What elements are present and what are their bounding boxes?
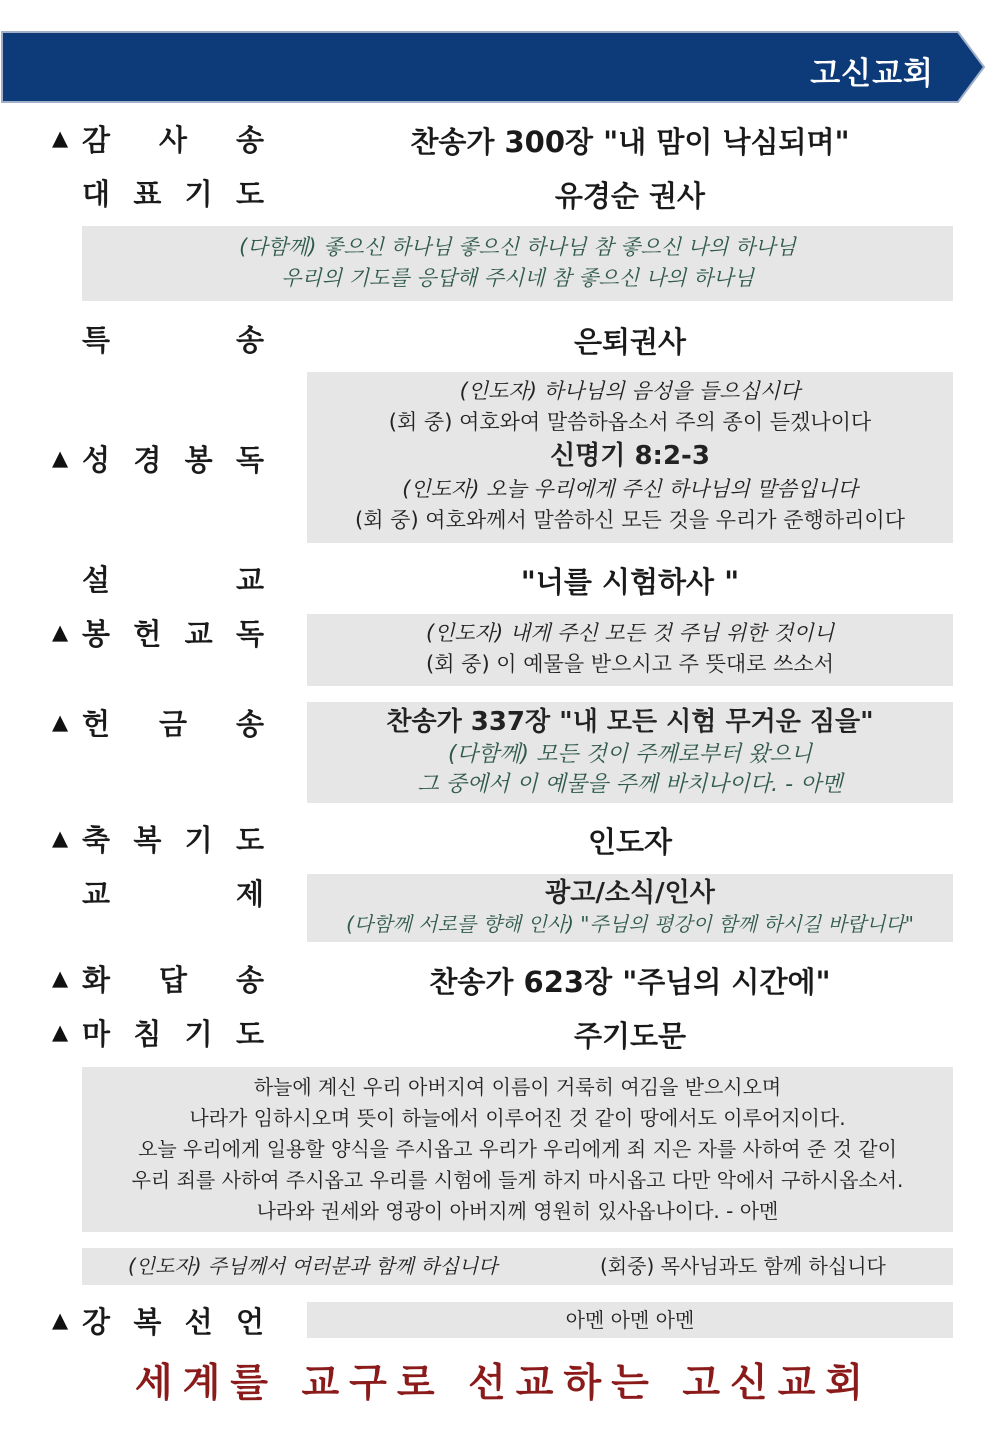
hymn-title: 찬송가 337장 "내 모든 시험 무거운 짐을" xyxy=(386,707,874,737)
response-line: (다함께) 좋으신 하나님 좋으신 하나님 참 좋으신 나의 하나님 xyxy=(239,235,796,259)
amen-box xyxy=(307,1302,953,1338)
triangle-icon: ▲ xyxy=(52,1308,69,1332)
triangle-icon: ▲ xyxy=(52,966,69,990)
fellowship-box xyxy=(307,874,953,942)
order-label: 마 침 기 도 xyxy=(82,1017,264,1051)
order-label: 특 송 xyxy=(82,323,264,357)
church-motto: 세계를 교구로 선교하는 고신교회 xyxy=(134,1361,874,1406)
order-value: 주기도문 xyxy=(573,1019,687,1053)
triangle-icon: ▲ xyxy=(52,446,69,470)
order-value: 유경순 권사 xyxy=(554,179,706,213)
fellowship-title: 광고/소식/인사 xyxy=(545,878,715,908)
header-banner xyxy=(0,30,990,106)
prayer-line: 나라와 권세와 영광이 아버지께 영원히 있사옵나이다. - 아멘 xyxy=(256,1199,779,1223)
order-value: 인도자 xyxy=(587,825,673,859)
response-line: 우리의 기도를 응답해 주시네 참 좋으신 나의 하나님 xyxy=(281,266,754,290)
order-label: 대 표 기 도 xyxy=(82,177,264,211)
order-label: 성 경 봉 독 xyxy=(82,443,264,477)
congregation-line: (회 중) 이 예물을 받으시고 주 뜻대로 쓰소서 xyxy=(426,652,834,676)
triangle-icon: ▲ xyxy=(52,1020,69,1044)
sermon-title: "너를 시험하사 " xyxy=(520,565,740,599)
order-label: 감 사 송 xyxy=(82,123,264,157)
order-label: 헌 금 송 xyxy=(82,707,264,741)
amen-text: 아멘 아멘 아멘 xyxy=(565,1308,695,1332)
response-line: (다함께) 모든 것이 주께로부터 왔으니 xyxy=(448,742,812,767)
triangle-icon: ▲ xyxy=(52,710,69,734)
leader-greeting: (인도자) 주님께서 여러분과 함께 하십니다 xyxy=(128,1254,498,1278)
order-label: 교 제 xyxy=(82,877,264,911)
triangle-icon: ▲ xyxy=(52,826,69,850)
order-label: 강 복 선 언 xyxy=(82,1305,264,1339)
order-label: 화 답 송 xyxy=(82,963,264,997)
church-name: 고신교회 xyxy=(810,56,934,92)
scripture-reference: 신명기 8:2-3 xyxy=(550,441,710,471)
lords-prayer-box xyxy=(82,1067,953,1232)
prayer-line: 나라가 임하시오며 뜻이 하늘에서 이루어진 것 같이 땅에서도 이루어지이다. xyxy=(189,1106,846,1130)
leader-line: (인도자) 하나님의 음성을 들으십시다 xyxy=(459,379,801,403)
congregation-line: (회 중) 여호와께서 말씀하신 모든 것을 우리가 준행하리이다 xyxy=(355,508,905,532)
prayer-line: 오늘 우리에게 일용할 양식을 주시옵고 우리가 우리에게 죄 지은 자를 사하여 준 것 같이 xyxy=(138,1137,897,1161)
triangle-icon: ▲ xyxy=(52,126,69,150)
order-value: 찬송가 623장 "주님의 시간에" xyxy=(429,965,831,999)
order-value: 찬송가 300장 "내 맘이 낙심되며" xyxy=(410,125,850,159)
leader-line: (인도자) 오늘 우리에게 주신 하나님의 말씀입니다 xyxy=(402,477,858,501)
order-label: 축 복 기 도 xyxy=(82,823,264,857)
leader-line: (인도자) 내게 주신 모든 것 주님 위한 것이니 xyxy=(426,621,834,645)
order-label: 설 교 xyxy=(82,563,264,597)
greeting-line: (다함께 서로를 향해 인사) "주님의 평강이 함께 하시길 바랍니다" xyxy=(346,912,914,936)
prayer-line: 하늘에 계신 우리 아버지여 이름이 거룩히 여김을 받으시오며 xyxy=(253,1075,782,1099)
prayer-response-box xyxy=(82,226,953,301)
greeting-exchange-box xyxy=(82,1248,953,1285)
congregation-greeting: (회중) 목사님과도 함께 하십니다 xyxy=(600,1254,886,1278)
offering-hymn-box xyxy=(307,702,953,803)
scripture-box xyxy=(307,372,953,543)
triangle-icon: ▲ xyxy=(52,620,69,644)
order-value: 은퇴권사 xyxy=(573,325,687,359)
congregation-line: (회 중) 여호와여 말씀하옵소서 주의 종이 듣겠나이다 xyxy=(388,410,872,434)
order-label: 봉 헌 교 독 xyxy=(82,617,264,651)
offering-reading-box xyxy=(307,614,953,686)
prayer-line: 우리 죄를 사하여 주시옵고 우리를 시험에 들게 하지 마시옵고 다만 악에서 구하시옵소서. xyxy=(131,1168,904,1192)
response-line: 그 중에서 이 예물을 주께 바치나이다. - 아멘 xyxy=(417,772,843,797)
